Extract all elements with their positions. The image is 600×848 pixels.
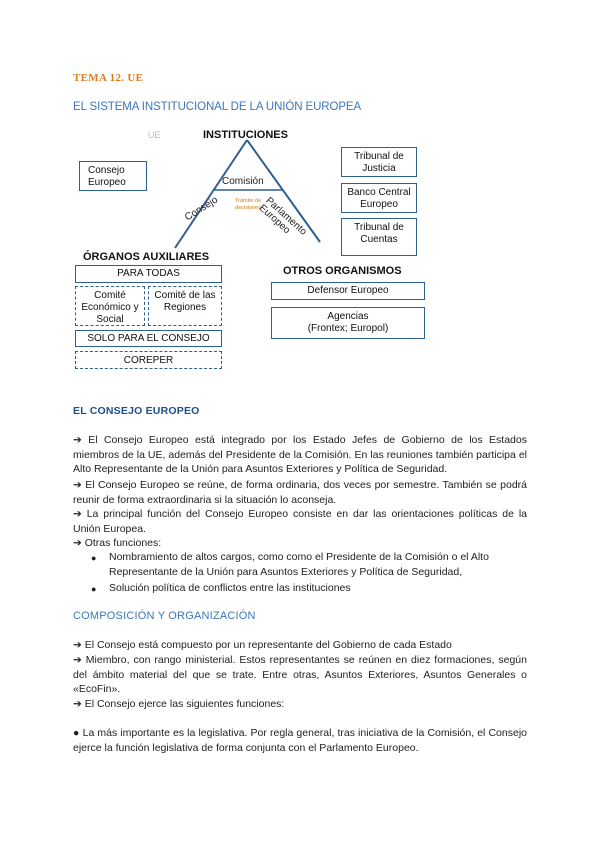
organos-auxiliares-heading: ÓRGANOS AUXILIARES	[83, 251, 210, 263]
comite-economico-box: Comité Económico y Social	[75, 286, 145, 326]
parlamento-label: Parlamento Europeo	[256, 195, 309, 238]
ce-paragraph-2: ➔ El Consejo Europeo se reúne, de forma ordinaria, dos veces por semestre. También se podrá reunir de forma extraordinaria si la situación lo aconseja.	[73, 479, 527, 506]
consejo-europeo-title: EL CONSEJO EUROPEO	[73, 405, 200, 417]
institutional-diagram	[0, 0, 600, 380]
coreper-box: COREPER	[75, 351, 222, 369]
ce-bullet-2: Solución política de conflictos entre las instituciones	[109, 582, 351, 594]
tribunal-justicia-box: Tribunal de Justicia	[341, 147, 417, 177]
tramite-label: Trámite de decisiones	[234, 198, 262, 211]
comite-regiones-box: Comité de las Regiones	[148, 286, 222, 326]
tribunal-cuentas-box: Tribunal de Cuentas	[341, 218, 417, 256]
ue-label: UE	[148, 130, 161, 140]
agencias-box	[271, 307, 425, 339]
agencias-label: Agencias	[327, 311, 369, 322]
defensor-box: Defensor Europeo	[271, 282, 425, 300]
comp-paragraph-2: ➔ Miembro, con rango ministerial. Estos representantes se reúnen en diez formaciones, según del ámbito material del que se trate. Entre otras, Asuntos Exteriores, Asuntos Generales o «EcoFin».	[73, 654, 527, 695]
instituciones-heading: INSTITUCIONES	[203, 129, 288, 141]
comp-paragraph-3: ➔ El Consejo ejerce las siguientes funciones:	[73, 698, 285, 710]
tema-title: TEMA 12. UE	[73, 72, 144, 84]
otros-organismos-heading: OTROS ORGANISMOS	[283, 265, 402, 277]
page-subtitle: EL SISTEMA INSTITUCIONAL DE LA UNIÓN EUROPEA	[73, 101, 362, 113]
comp-paragraph-1: ➔ El Consejo está compuesto por un representante del Gobierno de cada Estado	[73, 639, 452, 651]
comp-paragraph-4: ● La más importante es la legislativa. Por regla general, tras iniciativa de la Comisión, el Consejo ejerce la función legislativa de forma conjunta con el Parlamento Europeo.	[73, 727, 527, 754]
agencias-detail: (Frontex; Europol)	[307, 323, 389, 334]
consejo-label: Consejo	[183, 194, 220, 224]
ce-paragraph-1: ➔ El Consejo Europeo está integrado por los Estado Jefes de Gobierno de los Estados miembros de la UE, además del Presidente de la Comisión. En las reuniones también participa el Alto Representante de la Unión para Asuntos Exteriores y Política de Seguridad.	[73, 434, 527, 475]
banco-central-box: Banco Central Europeo	[341, 183, 417, 213]
ce-paragraph-4: ➔ Otras funciones:	[73, 537, 162, 549]
ce-paragraph-3: ➔ La principal función del Consejo Europeo consiste en dar las orientaciones políticas de la Unión Europea.	[73, 508, 527, 535]
composicion-title: COMPOSICIÓN Y ORGANIZACIÓN	[73, 610, 256, 622]
line-left	[175, 140, 247, 248]
consejo-europeo-box: Consejo Europeo	[79, 161, 147, 191]
ce-bullet-1: Nombramiento de altos cargos, como como el Presidente de la Comisión o el Alto Representante de la Unión para Asuntos Exteriores y Política de Seguridad,	[109, 551, 489, 578]
para-todas-box: PARA TODAS	[75, 265, 222, 283]
comision-label: Comisión	[222, 176, 264, 187]
bullet-dot: ●	[91, 584, 97, 594]
solo-consejo-box: SOLO PARA EL CONSEJO	[75, 330, 222, 347]
bullet-dot: ●	[91, 553, 97, 563]
